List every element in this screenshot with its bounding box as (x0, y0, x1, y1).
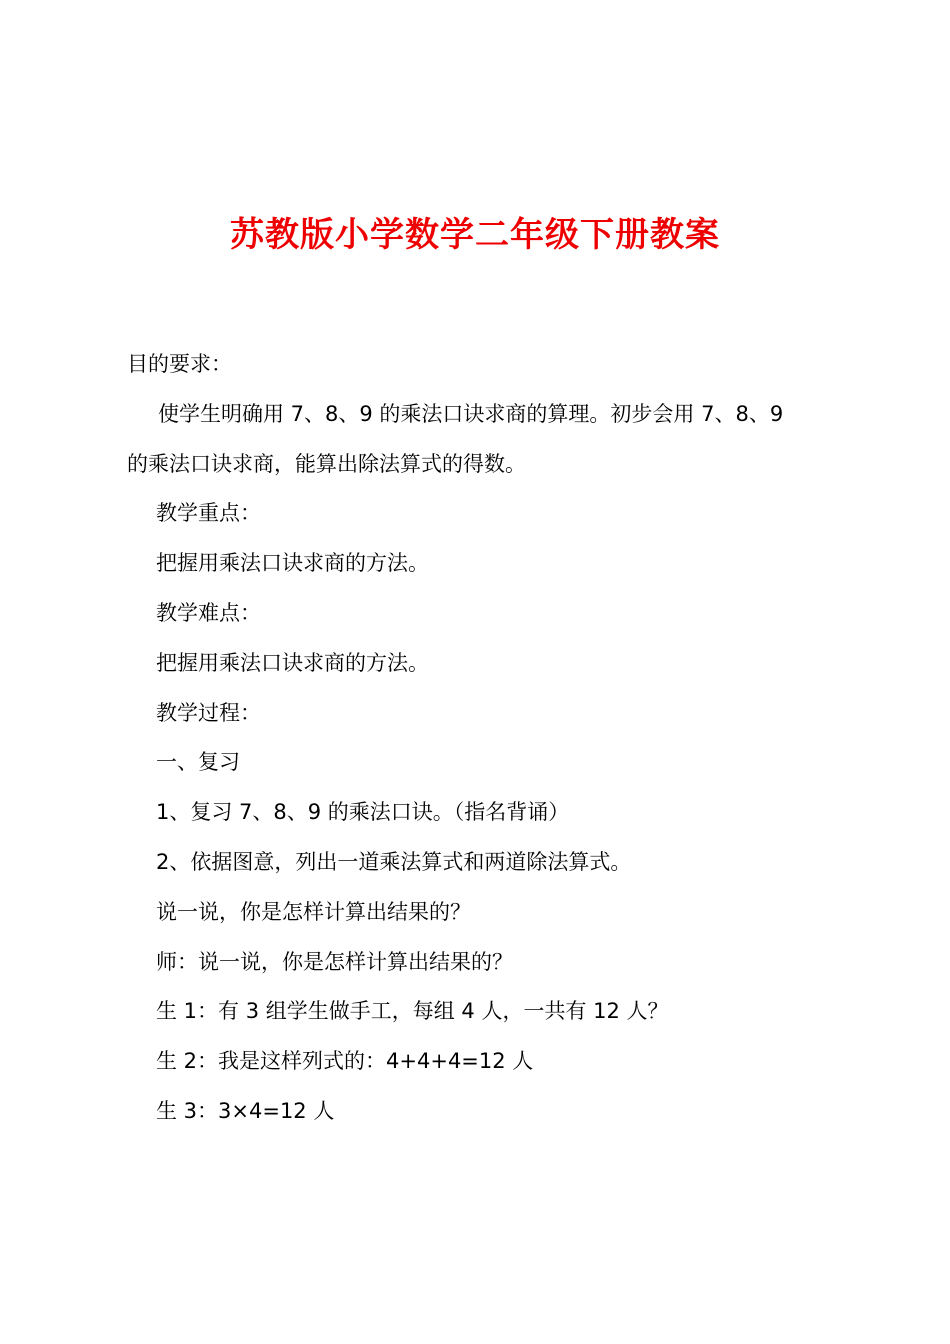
list-item: 2、依据图意，列出一道乘法算式和两道除法算式。 (156, 849, 632, 874)
paragraph-line: 的乘法口诀求商，能算出除法算式的得数。 (127, 451, 526, 476)
subsection-heading: 一、复习 (156, 750, 240, 775)
list-item: 1、复习 7、8、9 的乘法口诀。（指名背诵） (156, 800, 570, 825)
dialogue-line: 生 3：3×4=12 人 (156, 1098, 335, 1123)
dialogue-line: 师：说一说，你是怎样计算出结果的？ (156, 949, 513, 974)
dialogue-line: 生 1：有 3 组学生做手工，每组 4 人，一共有 12 人？ (156, 999, 669, 1024)
section-heading-difficulties: 教学难点： (156, 600, 261, 625)
section-heading-process: 教学过程： (156, 700, 261, 725)
section-heading-objectives: 目的要求： (127, 352, 232, 376)
document-title: 苏教版小学数学二年级下册教案 (230, 215, 720, 255)
section-heading-key-points: 教学重点： (156, 501, 261, 526)
document-body (127, 340, 839, 1137)
paragraph-line: 把握用乘法口诀求商的方法。 (156, 551, 429, 576)
paragraph-line: 说一说，你是怎样计算出结果的？ (156, 899, 471, 924)
paragraph-line: 使学生明确用 7、8、9 的乘法口诀求商的算理。初步会用 7、8、9 (158, 401, 784, 426)
paragraph-line: 把握用乘法口诀求商的方法。 (156, 650, 429, 675)
dialogue-line: 生 2：我是这样列式的：4+4+4=12 人 (156, 1049, 534, 1074)
